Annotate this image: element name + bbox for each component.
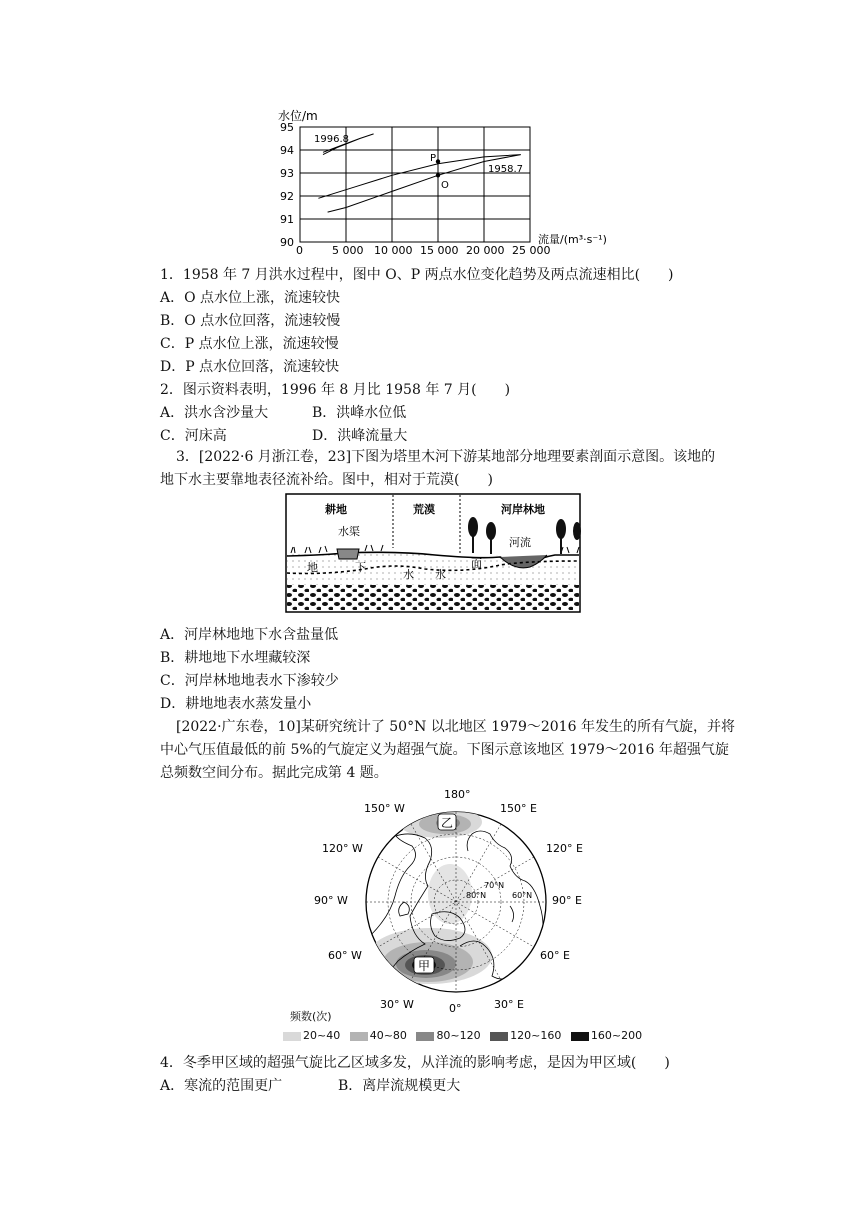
region-yi-label: 乙 <box>441 816 454 830</box>
y-tick: 92 <box>280 190 294 203</box>
legend <box>283 1029 648 1042</box>
water-level-chart <box>270 104 630 254</box>
point-label-p: P <box>430 153 437 164</box>
x-tick: 15 000 <box>420 244 459 254</box>
q1-option-a: A．O 点水位上涨，流速较快 <box>160 290 341 306</box>
point-marker-o <box>436 173 440 177</box>
q4-intro-line1: [2022·广东卷，10]某研究统计了 50°N 以北地区 1979～2016 年发生的所有气旋，并将 <box>176 719 735 735</box>
y-tick: 94 <box>280 144 294 157</box>
river-label: 河流 <box>509 536 531 549</box>
q3-option-c: C．河岸林地地表水下渗较少 <box>160 673 339 689</box>
map-label-120w: 120° W <box>322 842 363 855</box>
q2-option-c: C．河床高 <box>160 428 227 444</box>
q2-option-a: A．洪水含沙量大 <box>160 405 269 421</box>
x-tick: 25 000 <box>512 244 551 254</box>
groundwater-label-5: 面 <box>471 557 482 570</box>
q4-option-b: B．离岸流规模更大 <box>338 1078 461 1094</box>
zone-label-farmland: 耕地 <box>325 503 347 516</box>
q2-option-b: B．洪峰水位低 <box>312 405 407 421</box>
map-label-120e: 120° E <box>546 842 583 855</box>
x-tick: 5 000 <box>332 244 364 254</box>
groundwater-label-3: 水 <box>403 568 414 581</box>
point-marker-p <box>436 159 440 163</box>
y-tick: 95 <box>280 121 294 134</box>
q1-option-c: C．P 点水位上涨，流速较慢 <box>160 336 339 352</box>
x-tick: 10 000 <box>374 244 413 254</box>
q1-stem: 1．1958 年 7 月洪水过程中，图中 O、P 两点水位变化趋势及两点流速相比( ) <box>160 267 674 283</box>
legend-item: 20~40 <box>283 1029 340 1042</box>
map-label-150w: 150° W <box>364 802 405 815</box>
zone-label-desert: 荒漠 <box>413 503 435 516</box>
y-tick: 93 <box>280 167 294 180</box>
profile-diagram <box>285 493 581 613</box>
q4-intro-line3: 总频数空间分布。据此完成第 4 题。 <box>160 765 388 781</box>
x-axis-label: 流量/(m³·s⁻¹) <box>538 233 607 246</box>
q1-option-d: D．P 点水位回落，流速较快 <box>160 359 340 375</box>
legend-swatch <box>490 1032 508 1041</box>
map-label-180: 180° <box>444 788 471 801</box>
q3-stem-line1: 3．[2022·6 月浙江卷，23]下图为塔里木河下游某地部分地理要素剖面示意图。该地的 <box>176 449 716 465</box>
y-tick: 91 <box>280 213 294 226</box>
q2-stem: 2．图示资料表明，1996 年 8 月比 1958 年 7 月( ) <box>160 382 511 398</box>
legend-swatch <box>283 1032 301 1041</box>
q3-option-b: B．耕地地下水埋藏较深 <box>160 650 311 666</box>
map-label-90e: 90° E <box>552 894 582 907</box>
zone-label-riparian: 河岸林地 <box>501 503 545 516</box>
q3-option-a: A．河岸林地地下水含盐量低 <box>160 627 339 643</box>
legend-item: 160~200 <box>571 1029 642 1042</box>
groundwater-label-1: 地 <box>307 561 318 574</box>
x-tick: 20 000 <box>466 244 505 254</box>
q3-stem-line2: 地下水主要靠地表径流补给。图中，相对于荒漠( ) <box>160 472 493 488</box>
y-tick: 90 <box>280 236 294 249</box>
y-axis-label: 水位/m <box>278 109 318 123</box>
map-label-70n: 70°N <box>484 881 505 890</box>
q2-option-d: D．洪峰流量大 <box>312 428 408 444</box>
point-label-o: O <box>441 180 449 191</box>
legend-swatch <box>416 1032 434 1041</box>
map-label-30w: 30° W <box>380 998 414 1011</box>
map-label-80n: 80°N <box>466 891 487 900</box>
groundwater-label-4: 水 <box>435 568 446 581</box>
q4-option-a: A．寒流的范围更广 <box>160 1078 283 1094</box>
q4-intro-line2: 中心气压值最低的前 5%的气旋定义为超强气旋。下图示意该地区 1979～2016 年超强气旋 <box>160 742 729 758</box>
legend-title: 频数(次) <box>290 1010 332 1023</box>
legend-item: 120~160 <box>490 1029 561 1042</box>
map-label-60n: 60°N <box>512 891 533 900</box>
map-label-90w: 90° W <box>314 894 348 907</box>
polar-cyclone-map <box>300 786 620 1028</box>
x-tick: 0 <box>296 244 303 254</box>
groundwater-label-2: 下 <box>355 561 366 574</box>
legend-swatch <box>571 1032 589 1041</box>
series-label-1958: 1958.7 <box>488 164 523 175</box>
q4-stem: 4．冬季甲区域的超强气旋比乙区域多发，从洋流的影响考虑，是因为甲区域( ) <box>160 1055 670 1071</box>
map-label-150e: 150° E <box>500 802 537 815</box>
legend-item: 40~80 <box>350 1029 407 1042</box>
region-jia-label: 甲 <box>418 959 431 973</box>
q3-option-d: D．耕地地表水蒸发量小 <box>160 696 312 712</box>
legend-item: 80~120 <box>416 1029 480 1042</box>
map-label-60e: 60° E <box>540 949 570 962</box>
legend-swatch <box>350 1032 368 1041</box>
map-label-60w: 60° W <box>328 949 362 962</box>
canal-label: 水渠 <box>338 525 360 538</box>
series-label-1996: 1996.8 <box>314 134 349 145</box>
q1-option-b: B．O 点水位回落，流速较慢 <box>160 313 341 329</box>
map-label-30e: 30° E <box>494 998 524 1011</box>
map-label-0: 0° <box>449 1002 462 1015</box>
